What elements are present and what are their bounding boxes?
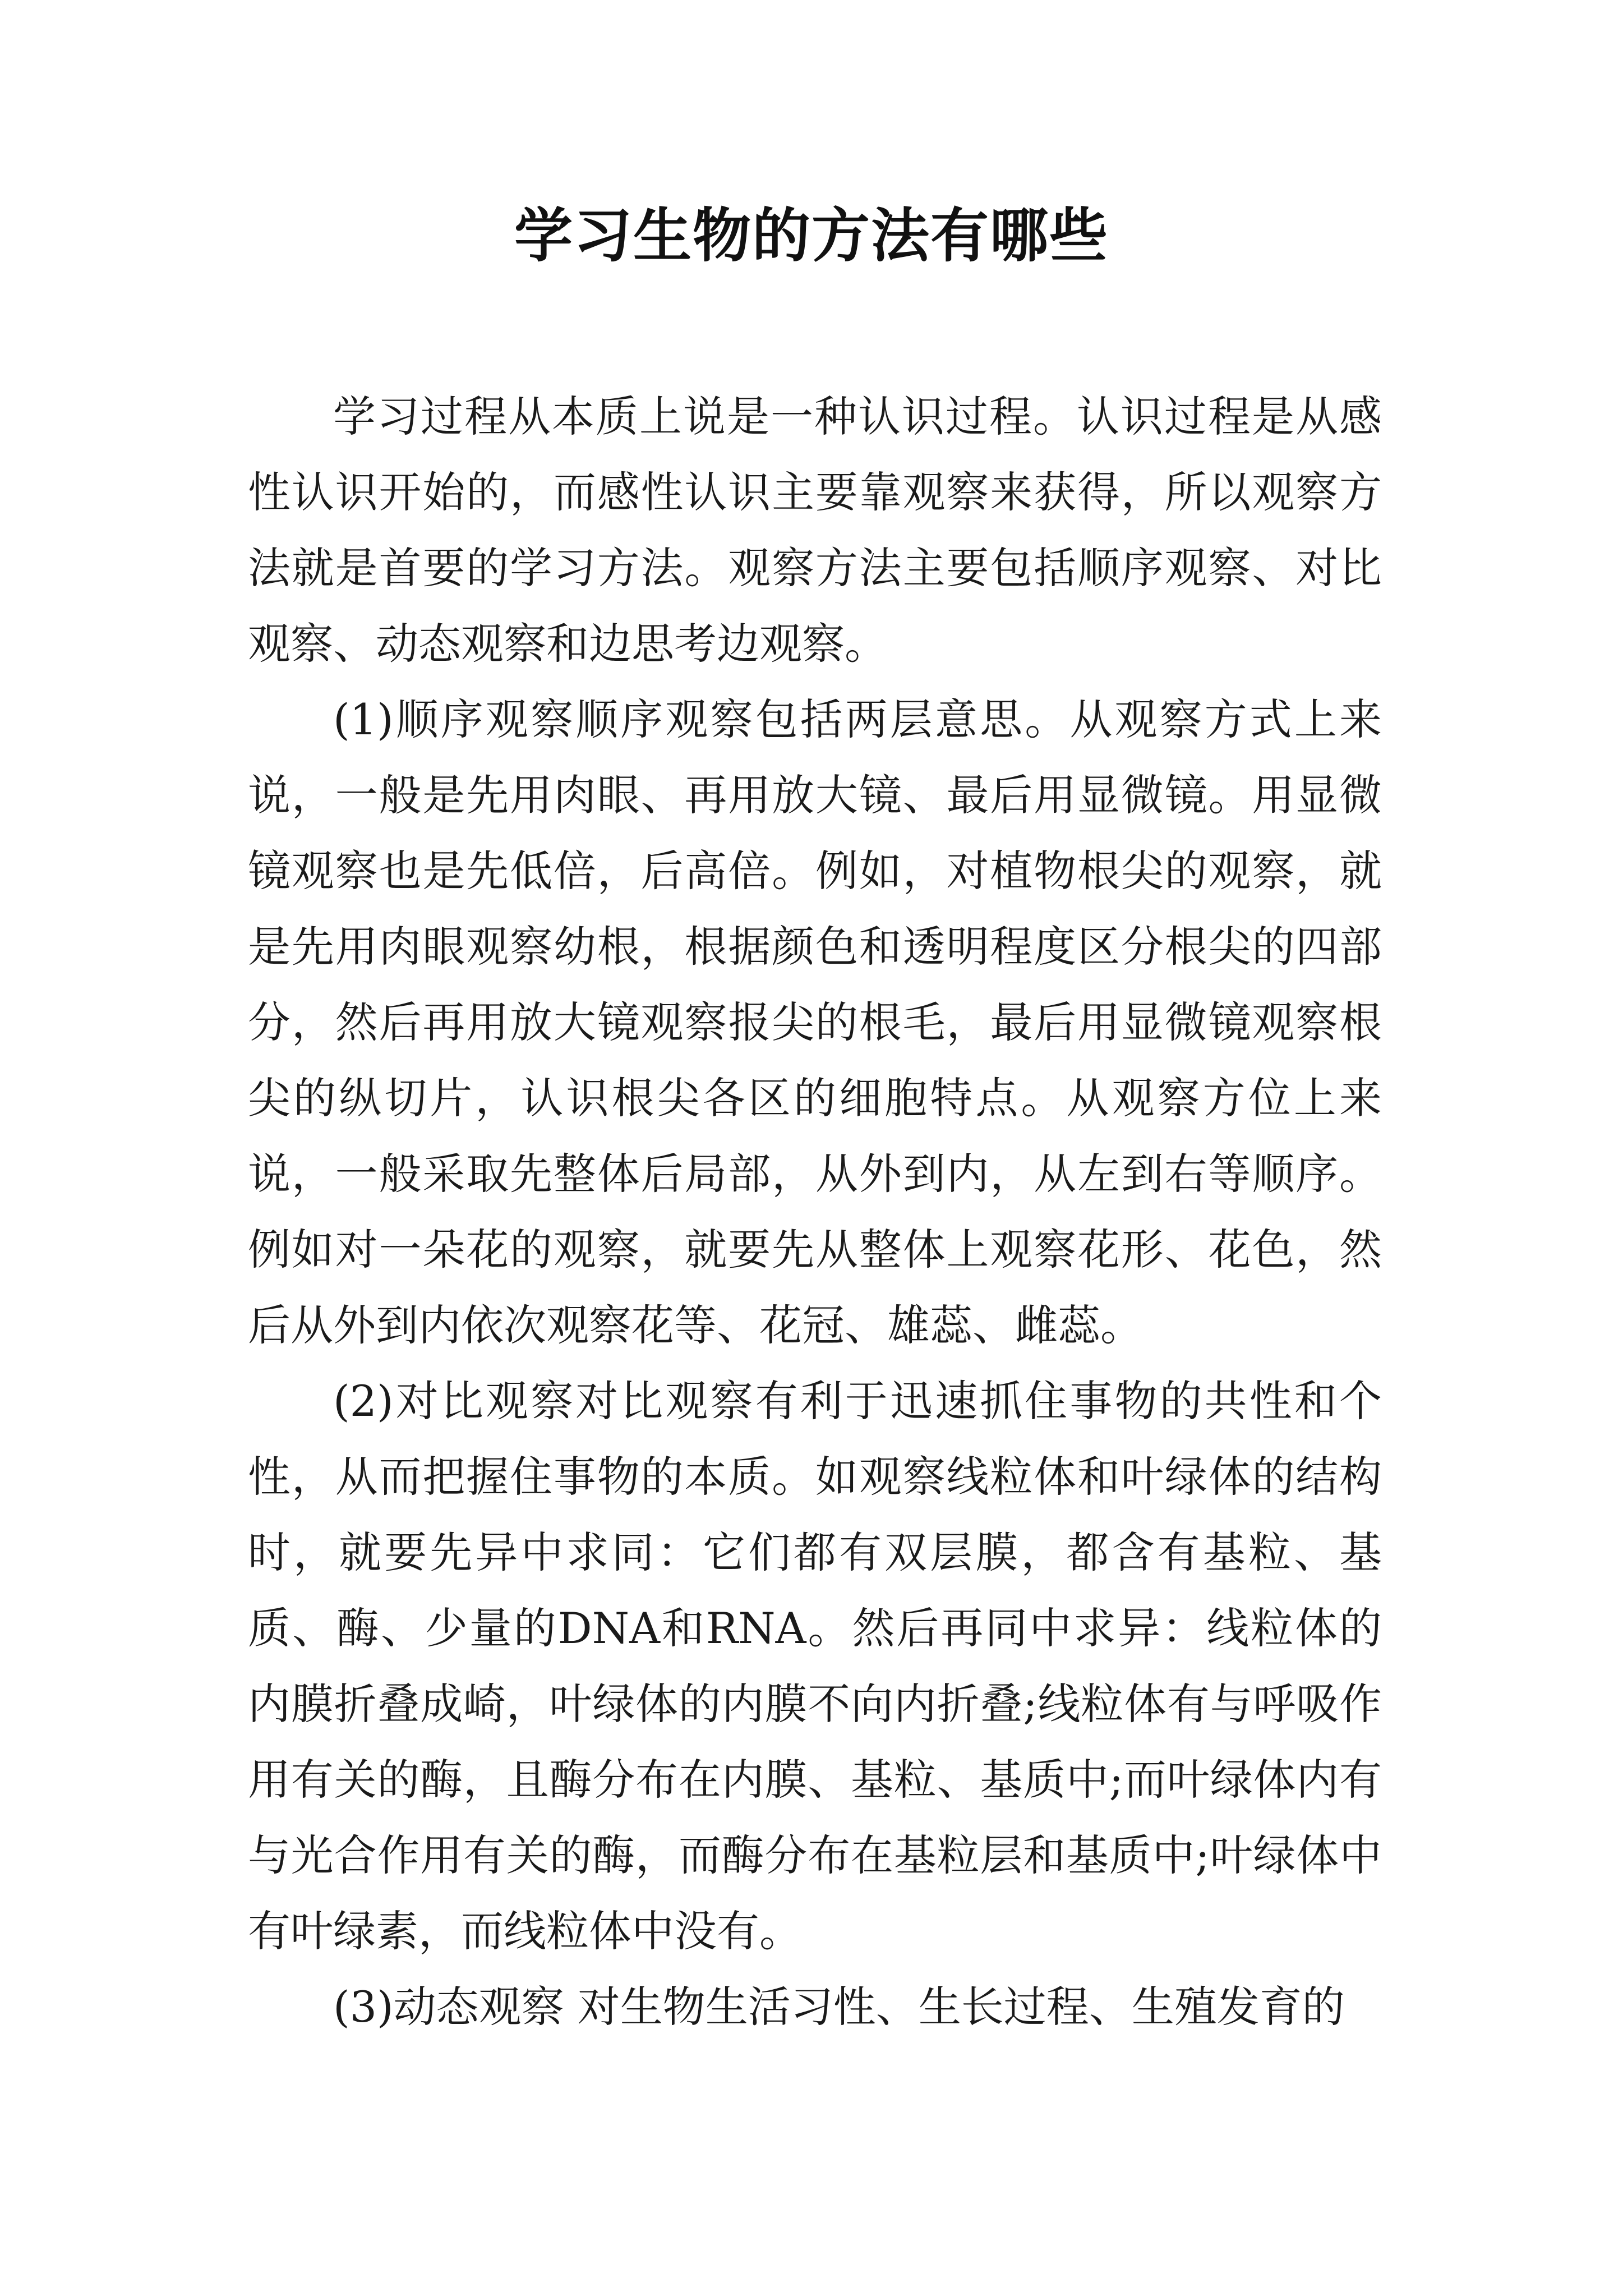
paragraph-comparative-observation: (2)对比观察对比观察有利于迅速抓住事物的共性和个性，从而把握住事物的本质。如观察线粒体和叶绿体的结构时，就要先异中求同：它们都有双层膜，都含有基粒、基质、酶、少量的DNA和RNA。然后再同中求异：线粒体的内膜折叠成崎，叶绿体的内膜不向内折叠;线粒体有与呼吸作用有关的酶，且酶分布在内膜、基粒、基质中;而叶绿体内有与光合作用有关的酶，而酶分布在基粒层和基质中;叶绿体中有叶绿素，而线粒体中没有。 (248, 1376, 1382, 1956)
paragraph-dynamic-observation: (3)动态观察 对生物生活习性、生长过程、生殖发育的 (333, 1982, 1345, 2032)
paragraph-sequential-observation: (1)顺序观察顺序观察包括两层意思。从观察方式上来说，一般是先用肉眼、再用放大镜、最后用显微镜。用显微镜观察也是先低倍，后高倍。例如，对植物根尖的观察，就是先用肉眼观察幼根，根据颜色和透明程度区分根尖的四部分，然后再用放大镜观察报尖的根毛，最后用显微镜观察根尖的纵切片，认识根尖各区的细胞特点。从观察方位上来说，一般采取先整体后局部，从外到内，从左到右等顺序。例如对一朵花的观察，就要先从整体上观察花形、花色，然后从外到内依次观察花等、花冠、雄蕊、雌蕊。 (248, 694, 1382, 1350)
paragraph-intro: 学习过程从本质上说是一种认识过程。认识过程是从感性认识开始的，而感性认识主要靠观察来获得，所以观察方法就是首要的学习方法。观察方法主要包括顺序观察、对比观察、动态观察和边思考边观察。 (248, 392, 1382, 669)
document-title: 学习生物的方法有哪些 (514, 201, 1109, 270)
document-body (248, 379, 1382, 2045)
